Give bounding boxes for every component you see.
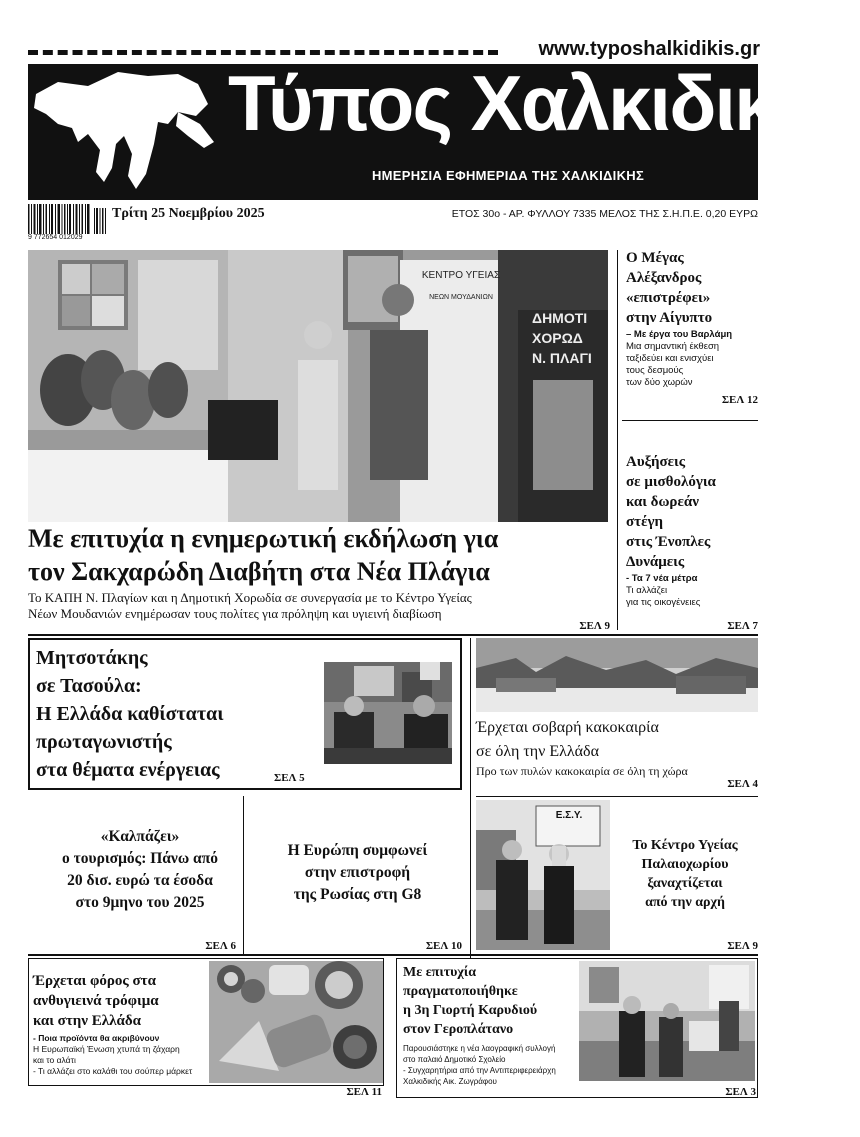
newspaper-title: Τύπος Χαλκιδικής — [228, 59, 860, 147]
side1-body-line: ταξιδεύει και ενισχύει — [626, 353, 714, 364]
side2-title-line: στέγη — [626, 514, 664, 530]
europe-title[interactable] — [250, 840, 465, 906]
choir-banner-line1: ΔΗΜΟΤΙ — [532, 310, 588, 326]
column-divider — [470, 638, 471, 958]
side-story-2-body — [626, 573, 761, 609]
tourism-page-ref: ΣΕΛ 6 — [205, 940, 236, 952]
health-title-line: Παλαιοχωρίου — [641, 857, 729, 872]
main-subheadline — [28, 590, 588, 622]
side-story-1-body — [626, 329, 761, 389]
tax-body-line: - Τι αλλάζει στο καλάθι του σούπερ μάρκετ — [33, 1066, 193, 1076]
tax-title — [33, 971, 213, 1031]
mitsotakis-photo — [324, 662, 452, 764]
europe-page-ref: ΣΕΛ 10 — [425, 940, 462, 952]
walnut-page-ref: ΣΕΛ 3 — [725, 1086, 756, 1098]
health-center-title[interactable] — [612, 836, 758, 912]
tourism-title[interactable] — [40, 826, 240, 914]
weather-photo — [476, 638, 758, 712]
mitsotakis-title-line: στα θέματα ενέργειας — [36, 759, 220, 781]
tourism-title-line: στο 9μηνο του 2025 — [75, 894, 205, 911]
tourism-title-line: 20 δισ. ευρώ τα έσοδα — [67, 872, 213, 889]
newspaper-subtitle: ΗΜΕΡΗΣΙΑ ΕΦΗΜΕΡΙΔΑ ΤΗΣ ΧΑΛΚΙΔΙΚΗΣ — [371, 168, 645, 183]
choir-banner-line2: ΧΟΡΩΔ — [532, 330, 583, 346]
edition-info: ΕΤΟΣ 30ο - ΑΡ. ΦΥΛΛΟΥ 7335 ΜΕΛΟΣ ΤΗΣ Σ.Η.Π.Ε. 0,20 ΕΥΡΩ — [451, 208, 758, 220]
tax-body-line: Η Ευρωπαϊκή Ένωση χτυπά τη ζάχαρη — [33, 1044, 180, 1054]
tax-title-line: ανθυγιεινά τρόφιμα — [33, 993, 159, 1009]
main-headline[interactable] — [28, 522, 618, 588]
barcode-icon — [28, 204, 108, 234]
main-headline-line1: Με επιτυχία η ενημερωτική εκδήλωση για — [28, 524, 499, 553]
main-page-ref: ΣΕΛ 9 — [579, 620, 610, 632]
walnut-body-line: στο παλαιό Δημοτικό Σχολείο — [403, 1055, 506, 1064]
header-dashed-rule — [28, 50, 498, 55]
walnut-title-line: Με επιτυχία — [403, 965, 477, 980]
walnut-story-box[interactable] — [396, 958, 758, 1098]
masthead — [28, 59, 860, 200]
side1-body-line: των δύο χωρών — [626, 377, 693, 388]
mitsotakis-title — [36, 644, 296, 784]
walnut-body-line: Παρουσιάστηκε η νέα λαογραφική συλλογή — [403, 1044, 556, 1053]
side1-page-ref: ΣΕΛ 12 — [721, 394, 758, 406]
tax-page-ref: ΣΕΛ 11 — [346, 1086, 382, 1098]
side2-title-line: Αυξήσεις — [626, 454, 686, 470]
mitsotakis-title-line: πρωταγωνιστής — [36, 731, 172, 753]
walnut-photo — [579, 961, 755, 1081]
section-divider — [28, 954, 758, 956]
side2-page-ref: ΣΕΛ 7 — [727, 620, 758, 632]
mitsotakis-story-box[interactable] — [28, 638, 462, 790]
walnut-title-line: στον Γεροπλάτανο — [403, 1022, 514, 1037]
barcode-number: 9 772654 012029 — [28, 234, 83, 241]
choir-banner-line3: Ν. ΠΛΑΓΙ — [532, 350, 592, 366]
tourism-title-line: «Καλπάζει» — [100, 828, 180, 845]
tax-title-line: και στην Ελλάδα — [33, 1013, 141, 1029]
side1-title-line: Αλέξανδρος — [626, 270, 702, 286]
europe-title-line: στην επιστροφή — [304, 864, 411, 881]
side-divider — [622, 420, 758, 421]
website-url[interactable]: www.typoshalkidikis.gr — [538, 38, 760, 60]
main-sub-line2: Νέων Μουδανιών ενημέρωσαν τους πολίτες για πρόληψη και υγιεινή διαβίωση — [28, 606, 442, 621]
weather-title-line1: Έρχεται σοβαρή κακοκαιρία — [476, 719, 659, 736]
section-divider — [28, 634, 758, 636]
issue-date: Τρίτη 25 Νοεμβρίου 2025 — [112, 206, 265, 221]
dateline — [28, 204, 758, 244]
banner-label: ΚΕΝΤΡΟ ΥΓΕΙΑΣ — [421, 270, 501, 281]
health-center-photo — [476, 800, 610, 950]
side-story-1-title[interactable] — [626, 248, 758, 328]
tax-body — [33, 1033, 233, 1077]
tax-photo — [209, 961, 383, 1083]
side2-body-line: Τι αλλάζει — [626, 585, 668, 596]
weather-body: Προ των πυλών κακοκαιρία σε όλη τη χώρα — [476, 764, 688, 778]
tax-story-box[interactable] — [28, 958, 384, 1086]
walnut-body-line: - Συγχαρητήρια από την Αντιπεριφερειάρχη — [403, 1066, 556, 1075]
health-page-ref: ΣΕΛ 9 — [727, 940, 758, 952]
tax-body-line: και το αλάτι — [33, 1055, 76, 1065]
side2-title-line: Δυνάμεις — [626, 554, 685, 570]
side2-title-line: και δωρεάν — [626, 494, 699, 510]
health-title-line: Το Κέντρο Υγείας — [632, 838, 738, 853]
main-story-photo — [28, 250, 608, 522]
weather-page-ref: ΣΕΛ 4 — [727, 778, 758, 790]
side2-title-line: στις Ένοπλες — [626, 534, 711, 550]
side1-title-line: Ο Μέγας — [626, 250, 684, 266]
side1-kicker: – Με έργα του Βαρλάμη — [626, 329, 733, 340]
weather-title[interactable] — [476, 716, 758, 764]
europe-title-line: Η Ευρώπη συμφωνεί — [287, 842, 428, 859]
mitsotakis-title-line: Η Ελλάδα καθίσταται — [36, 703, 224, 725]
side1-title-line: «επιστρέφει» — [626, 290, 711, 306]
health-title-line: από την αρχή — [645, 895, 725, 910]
walnut-title-line: πραγματοποιήθηκε — [403, 984, 518, 999]
health-title-line: ξαναχτίζεται — [647, 876, 723, 891]
side2-body-line: για τις οικογένειες — [626, 597, 701, 608]
mitsotakis-page-ref: ΣΕΛ 5 — [274, 772, 305, 784]
side1-body-line: τους δεσμούς — [626, 365, 684, 376]
banner-sublabel: ΝΕΩΝ ΜΟΥΔΑΝΙΩΝ — [429, 294, 493, 301]
main-headline-line2: τον Σακχαρώδη Διαβήτη στα Νέα Πλάγια — [28, 557, 490, 586]
side1-title-line: στην Αίγυπτο — [626, 310, 713, 326]
tourism-title-line: ο τουρισμός: Πάνω από — [62, 850, 218, 867]
column-divider — [617, 250, 618, 630]
health-center-sign: Ε.Σ.Υ. — [555, 810, 583, 821]
main-sub-line1: Το ΚΑΠΗ Ν. Πλαγίων και η Δημοτική Χορωδία σε συνεργασία με το Κέντρο Υγείας — [28, 590, 472, 605]
mitsotakis-title-line: Μητσοτάκης — [36, 647, 148, 669]
europe-title-line: της Ρωσίας στη G8 — [293, 886, 422, 903]
walnut-title-line: η 3η Γιορτή Καρυδιού — [403, 1003, 538, 1018]
side1-body-line: Μια σημαντική έκθεση — [626, 341, 720, 352]
tax-title-line: Έρχεται φόρος στα — [33, 973, 156, 989]
section-divider — [476, 796, 758, 797]
walnut-body-line: Χαλκιδικής Αικ. Ζωγράφου — [403, 1077, 497, 1086]
side-story-2-title[interactable] — [626, 452, 758, 572]
chalkidiki-map-icon — [28, 64, 228, 200]
mitsotakis-title-line: σε Τασούλα: — [36, 675, 142, 697]
column-divider — [243, 796, 244, 956]
walnut-body — [403, 1043, 593, 1087]
side2-kicker: - Τα 7 νέα μέτρα — [626, 573, 698, 584]
weather-title-line2: σε όλη την Ελλάδα — [476, 743, 599, 760]
tax-kicker: - Ποια προϊόντα θα ακριβύνουν — [33, 1033, 160, 1043]
side2-title-line: σε μισθολόγια — [626, 474, 716, 490]
walnut-title — [403, 963, 593, 1039]
